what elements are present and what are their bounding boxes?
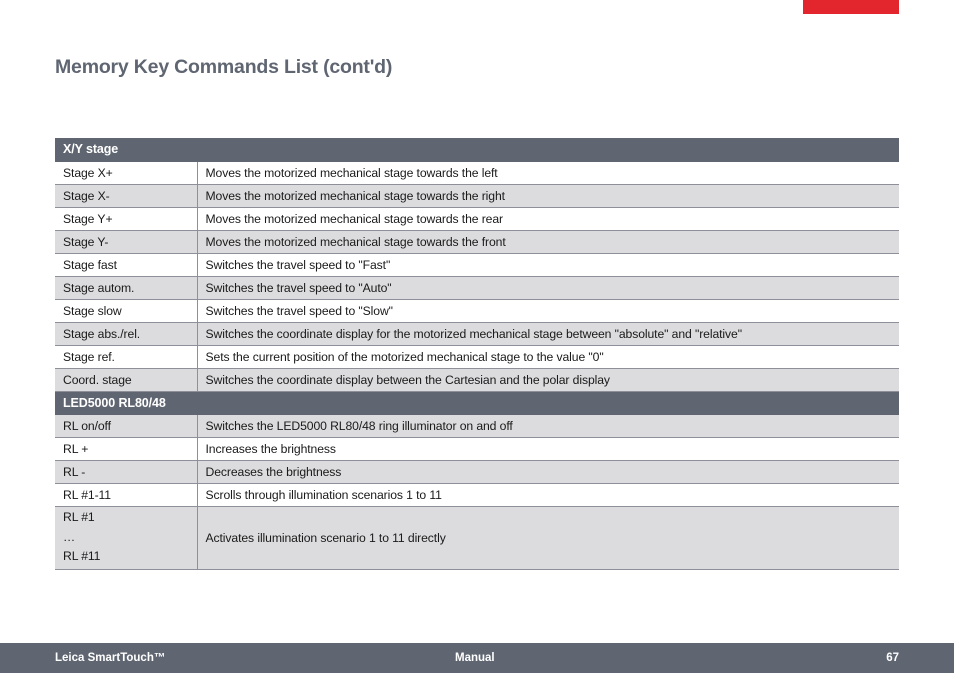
footer-product-name: Leica SmartTouch™: [55, 652, 166, 664]
table-row: [55, 161, 899, 184]
table-row: [55, 299, 899, 322]
command-key: Stage slow: [55, 299, 197, 322]
command-key: Coord. stage: [55, 368, 197, 391]
table-row: [55, 414, 899, 437]
section-heading: LED5000 RL80/48: [55, 391, 899, 414]
table-row: [55, 483, 899, 506]
command-key: [55, 506, 197, 569]
command-key: Stage Y-: [55, 230, 197, 253]
command-description: Switches the travel speed to "Slow": [197, 299, 899, 322]
table-row: [55, 207, 899, 230]
command-description: Decreases the brightness: [197, 460, 899, 483]
command-description: Switches the coordinate display for the motorized mechanical stage between "absolute" and "relative": [197, 322, 899, 345]
table-row: [55, 253, 899, 276]
command-key: RL #1-11: [55, 483, 197, 506]
command-description: Moves the motorized mechanical stage towards the rear: [197, 207, 899, 230]
command-key-line: RL #1: [63, 510, 95, 525]
command-description: Moves the motorized mechanical stage towards the right: [197, 184, 899, 207]
page-number: 67: [886, 652, 899, 664]
command-description: Increases the brightness: [197, 437, 899, 460]
command-description: Sets the current position of the motorized mechanical stage to the value "0": [197, 345, 899, 368]
table-row: [55, 345, 899, 368]
commands-table: [55, 138, 899, 570]
table-row: [55, 368, 899, 391]
command-description: Switches the travel speed to "Auto": [197, 276, 899, 299]
command-key: Stage X-: [55, 184, 197, 207]
table-row: [55, 322, 899, 345]
footer-bar: [0, 643, 954, 673]
accent-tab: [803, 0, 899, 14]
command-description: Moves the motorized mechanical stage towards the front: [197, 230, 899, 253]
table-row: [55, 437, 899, 460]
table-row: [55, 276, 899, 299]
section-header-row: [55, 391, 899, 414]
table-row: [55, 506, 899, 569]
command-description: Scrolls through illumination scenarios 1 to 11: [197, 483, 899, 506]
section-header-row: [55, 138, 899, 161]
command-key-line: RL #11: [63, 549, 101, 564]
command-key: RL +: [55, 437, 197, 460]
command-key: Stage abs./rel.: [55, 322, 197, 345]
command-key: Stage autom.: [55, 276, 197, 299]
table-row: [55, 230, 899, 253]
command-key-line: …: [63, 529, 76, 544]
command-key: Stage Y+: [55, 207, 197, 230]
footer-document-type: Manual: [455, 652, 495, 664]
command-key: Stage ref.: [55, 345, 197, 368]
command-key: Stage X+: [55, 161, 197, 184]
command-description: Activates illumination scenario 1 to 11 directly: [197, 506, 899, 569]
command-key: RL -: [55, 460, 197, 483]
section-heading: X/Y stage: [55, 138, 899, 161]
command-key: Stage fast: [55, 253, 197, 276]
command-description: Moves the motorized mechanical stage towards the left: [197, 161, 899, 184]
command-description: Switches the LED5000 RL80/48 ring illuminator on and off: [197, 414, 899, 437]
command-key: RL on/off: [55, 414, 197, 437]
command-description: Switches the coordinate display between the Cartesian and the polar display: [197, 368, 899, 391]
page-title: Memory Key Commands List (cont'd): [55, 56, 393, 78]
table-row: [55, 460, 899, 483]
table-row: [55, 184, 899, 207]
command-description: Switches the travel speed to "Fast": [197, 253, 899, 276]
